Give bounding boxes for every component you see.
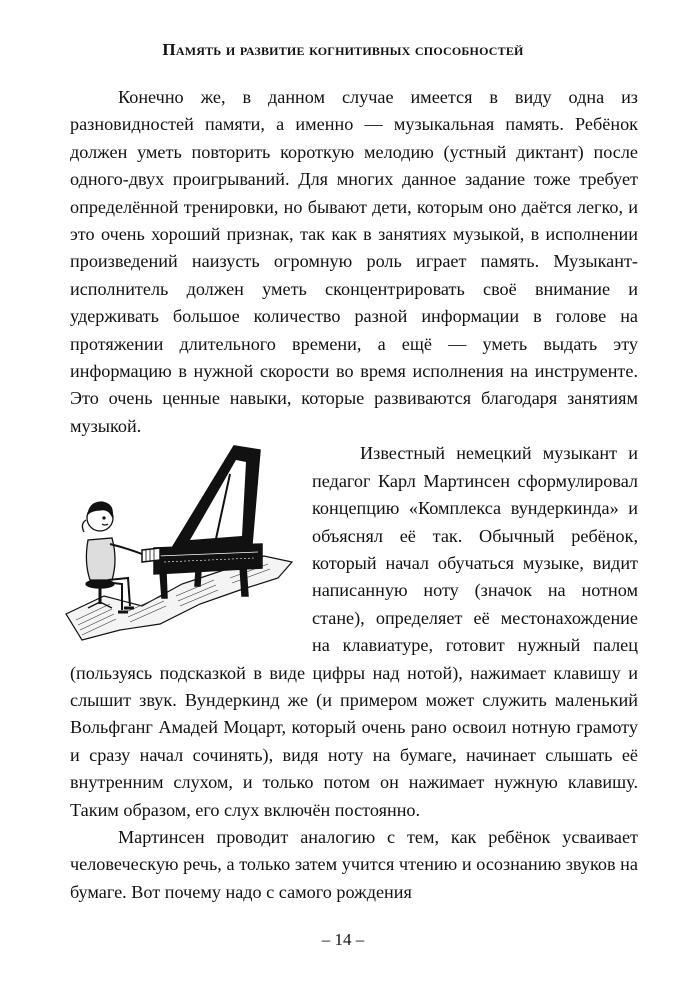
paragraph-1: Конечно же, в данном случае имеется в виду одна из разновидностей памяти, а именно — музыкальная память. Ребёнок должен уметь повторить короткую мелодию (устный диктант) после одного-двух проигрываний. Для многих данное задание тоже требует определённой тренировки, но бывают дети, которым оно даётся легко, и это очень хороший признак, так как в занятиях музыкой, в исполнении произведений наизусть огромную роль играет память. Музыкант-исполнитель должен уметь сконцентрировать своё внимание и удерживать большое количество разной информации в голове на протяжении длительного времени, а ещё — уметь выдать эту информацию в нужной скорости во время исполнения на инструменте. Это очень ценные навыки, которые развиваются благодаря занятиям музыкой. bbox=[70, 87, 638, 436]
piano-child-illustration bbox=[64, 444, 296, 650]
paragraph-3: Мартинсен проводит аналогию с тем, как ребёнок усваивает человеческую речь, а только затем учится чтению и осознанию звуков на бумаге. Вот почему надо с самого рождения bbox=[70, 826, 638, 902]
page-number: – 14 – bbox=[321, 930, 365, 949]
paragraph-2: Известный немецкий музыкант и педагог Карл Мартинсен сформулировал концепцию «Комплекса вундеркинда» и объяснял её так. Обычный ребёнок, который начал обучаться музыке, видит написанную ноту (значок на нотном стане), определяет её местонахождение на клавиатуре, готовит нужный палец (пользуясь подсказкой в виде цифры над нотой), нажимает клавишу и слышит звук. Вундеркинд же (и примером может служить маленький Вольфганг Амадей Моцарт, который очень рано освоил нотную грамоту и сразу начал сочинять), видя ноту на бумаге, начинает слышать её внутренним слухом, и только потом он нажимает нужную клавишу. Таким образом, его слух включён постоянно. bbox=[70, 443, 638, 820]
running-head: Память и развитие когнитивных способностей bbox=[162, 40, 524, 59]
child-pianist bbox=[82, 502, 142, 612]
piano bbox=[142, 446, 262, 598]
body-text bbox=[70, 84, 638, 906]
